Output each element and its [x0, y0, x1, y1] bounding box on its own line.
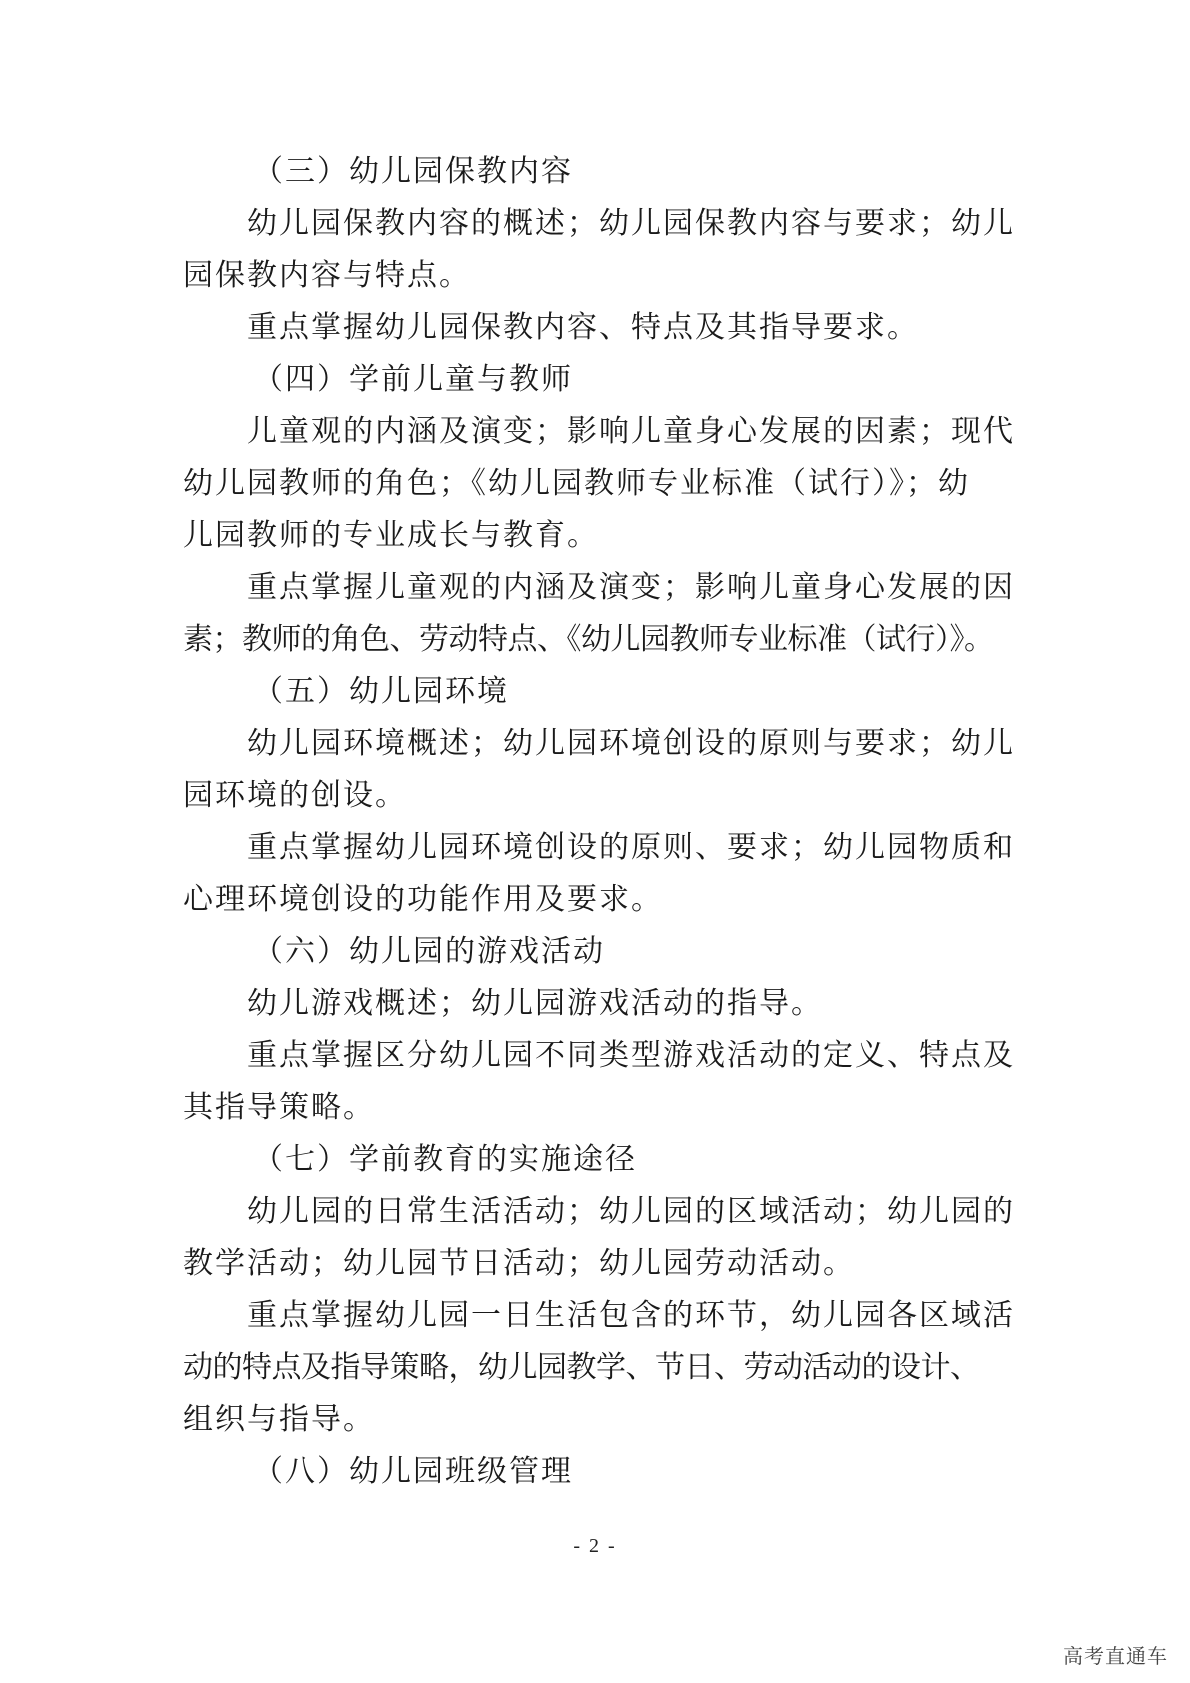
paragraph-line: 重点掌握幼儿园一日生活包含的环节，幼儿园各区域活: [247, 1298, 1015, 1333]
paragraph-line: 重点掌握儿童观的内涵及演变；影响儿童身心发展的因: [247, 570, 1015, 605]
paragraph-line: 幼儿园的日常生活活动；幼儿园的区域活动；幼儿园的: [247, 1194, 1015, 1229]
paragraph-line: 幼儿游戏概述；幼儿园游戏活动的指导。: [247, 986, 823, 1021]
paragraph-line: 幼儿园教师的角色；《幼儿园教师专业标准（试行）》；幼: [183, 466, 970, 501]
paragraph-line: 园环境的创设。: [183, 778, 407, 813]
section-heading: （六）幼儿园的游戏活动: [253, 934, 605, 969]
paragraph-line: 其指导策略。: [183, 1090, 375, 1125]
paragraph-line: 动的特点及指导策略，幼儿园教学、节日、劳动活动的设计、: [183, 1350, 980, 1385]
document-body: [183, 146, 1023, 1498]
paragraph-line: 组织与指导。: [183, 1402, 375, 1437]
paragraph-line: 园保教内容与特点。: [183, 258, 471, 293]
paragraph-line: 教学活动；幼儿园节日活动；幼儿园劳动活动。: [183, 1246, 855, 1281]
paragraph-line: 心理环境创设的功能作用及要求。: [183, 882, 663, 917]
section-heading: （八）幼儿园班级管理: [253, 1454, 573, 1489]
paragraph-line: 重点掌握幼儿园保教内容、特点及其指导要求。: [247, 310, 919, 345]
paragraph-line: 重点掌握区分幼儿园不同类型游戏活动的定义、特点及: [247, 1038, 1015, 1073]
paragraph-line: 幼儿园保教内容的概述；幼儿园保教内容与要求；幼儿: [247, 206, 1015, 241]
paragraph-line: 素；教师的角色、劳动特点、《幼儿园教师专业标准（试行）》。: [183, 622, 994, 657]
paragraph-line: 儿童观的内涵及演变；影响儿童身心发展的因素；现代: [247, 414, 1015, 449]
page-number: - 2 -: [573, 1535, 617, 1557]
paragraph-line: 重点掌握幼儿园环境创设的原则、要求；幼儿园物质和: [247, 830, 1015, 865]
watermark-text: 高考直通车: [1063, 1644, 1168, 1668]
section-heading: （三）幼儿园保教内容: [253, 154, 573, 189]
section-heading: （四）学前儿童与教师: [253, 362, 573, 397]
section-heading: （五）幼儿园环境: [253, 674, 509, 709]
section-heading: （七）学前教育的实施途径: [253, 1142, 637, 1177]
paragraph-line: 幼儿园环境概述；幼儿园环境创设的原则与要求；幼儿: [247, 726, 1015, 761]
paragraph-line: 儿园教师的专业成长与教育。: [183, 518, 599, 553]
